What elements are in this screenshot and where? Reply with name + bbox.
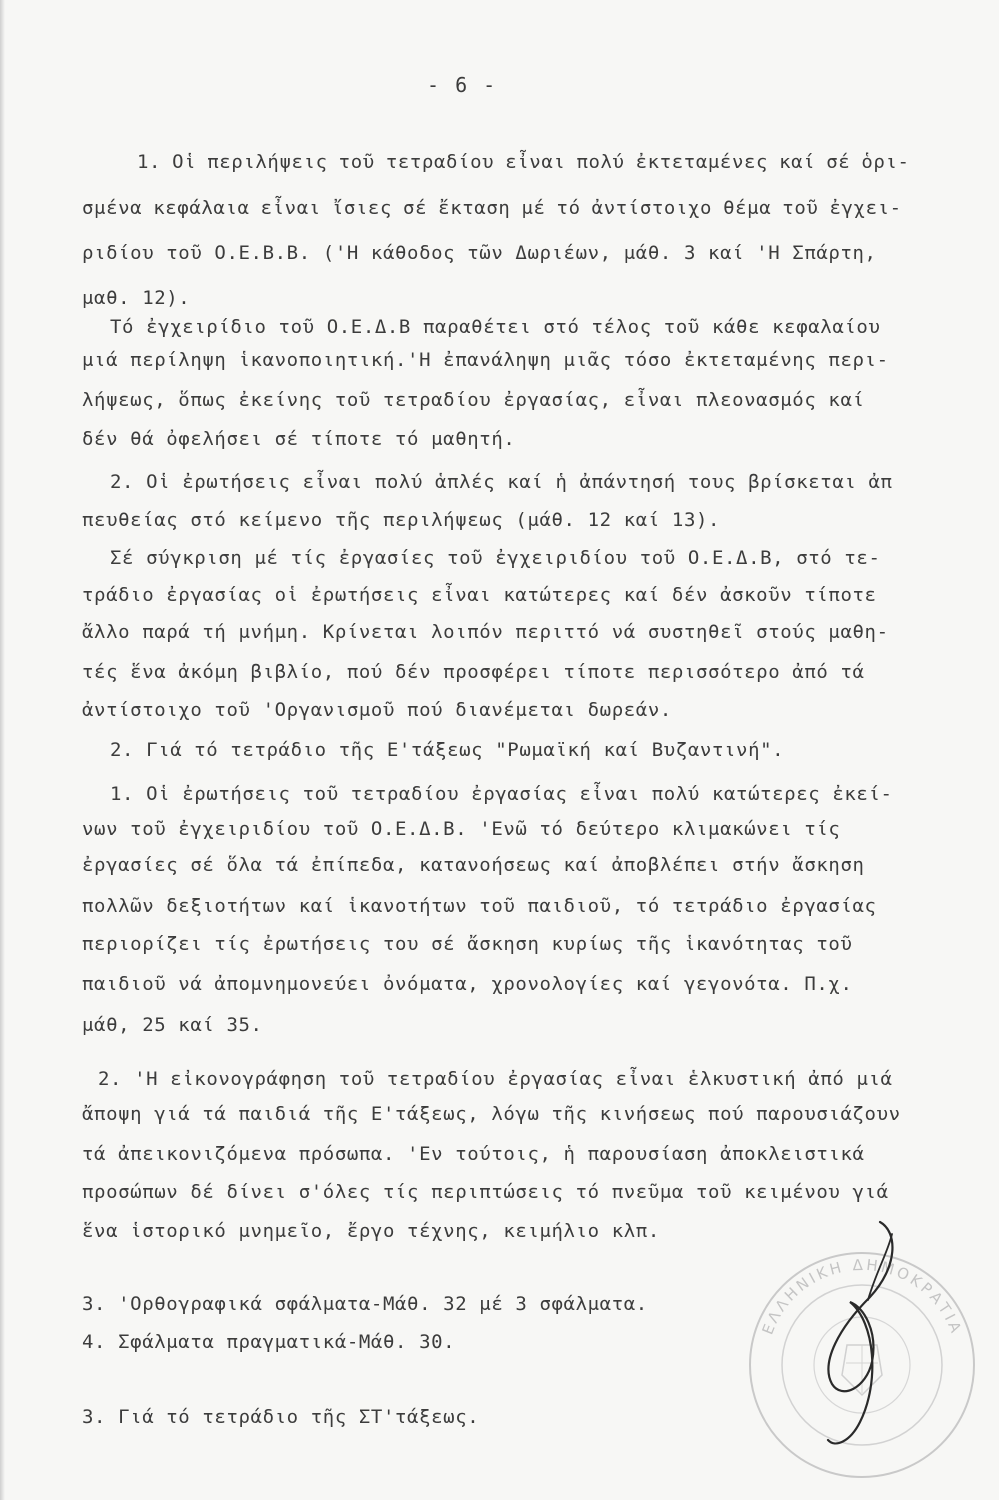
text-line: λήψεως, ὅπως ἐκείνης τοῦ τετραδίου ἐργασίας, εἶναι πλεονασμός καί (82, 389, 865, 411)
text-line: 1. Οἱ ἐρωτήσεις τοῦ τετραδίου ἐργασίας εἶναι πολύ κατώτερες ἐκεί- (110, 783, 893, 805)
text-line: πολλῶν δεξιοτήτων καί ἱκανοτήτων τοῦ παιδιοῦ, τό τετράδιο ἐργασίας (82, 895, 877, 917)
text-line: ἀντίστοιχο τοῦ 'Οργανισμοῦ πού διανέμεται δωρεάν. (82, 699, 672, 721)
text-line: Σέ σύγκριση μέ τίς ἐργασίες τοῦ ἐγχειριδίου τοῦ Ο.Ε.Δ.Β, στό τε- (110, 547, 881, 569)
text-line: νων τοῦ ἐγχειριδίου τοῦ Ο.Ε.Δ.Β. 'Ενῶ τό δεύτερο κλιμακώνει τίς (82, 818, 841, 840)
text-line: 2. 'Η εἰκονογράφηση τοῦ τετραδίου ἐργασίας εἶναι ἑλκυστική ἀπό μιά (98, 1068, 893, 1090)
scan-edge (0, 0, 5, 1500)
text-line: τά ἀπεικονιζόμενα πρόσωπα. 'Εν τούτοις, ἡ παρουσίαση ἀποκλειστικά (82, 1143, 865, 1165)
text-line: μαθ. 12). (82, 287, 191, 309)
text-line: Τό ἐγχειρίδιο τοῦ Ο.Ε.Δ.Β παραθέτει στό τέλος τοῦ κάθε κεφαλαίου (110, 316, 881, 338)
text-line: προσώπων δέ δίνει σ'όλες τίς περιπτώσεις τό πνεῦμα τοῦ κειμένου γιά (82, 1181, 889, 1203)
text-line: τές ἕνα ἀκόμη βιβλίο, πού δέν προσφέρει τίποτε περισσότερο ἀπό τά (82, 661, 865, 683)
text-line: δέν θά ὀφελήσει σέ τίποτε τό μαθητή. (82, 428, 516, 450)
seal-text: ΕΛΛΗΝΙΚΗ ΔΗΜΟΚΡΑΤΙΑ (758, 1255, 966, 1338)
text-line: ἕνα ἱστορικό μνημεῖο, ἔργο τέχνης, κειμήλιο κλπ. (82, 1220, 660, 1242)
text-line: 3. 'Ορθογραφικά σφάλματα-Μάθ. 32 μέ 3 σφάλματα. (82, 1293, 648, 1315)
text-line: ἄλλο παρά τή μνήμη. Κρίνεται λοιπόν περιττό νά συστηθεῖ στούς μαθη- (82, 621, 889, 643)
text-line: περιορίζει τίς ἐρωτήσεις του σέ ἄσκηση κυρίως τῆς ἱκανότητας τοῦ (82, 933, 853, 955)
text-line: ριδίου τοῦ Ο.Ε.Β.Β. ('Η κάθοδος τῶν Δωριέων, μάθ. 3 καί 'Η Σπάρτη, (82, 242, 877, 264)
text-line: μιά περίληψη ἱκανοποιητική.'Η ἐπανάληψη μιᾶς τόσο ἐκτεταμένης περι- (82, 349, 889, 371)
text-line: τράδιο ἐργασίας οἱ ἐρωτήσεις εἶναι κατώτερες καί δέν ἀσκοῦν τίποτε (82, 584, 877, 606)
text-line: 1. Οἱ περιλήψεις τοῦ τετραδίου εἶναι πολύ ἐκτεταμένες καί σέ ὁρι- (137, 151, 910, 173)
text-line: 2. Οἱ ἐρωτήσεις εἶναι πολύ ἁπλές καί ἡ ἀπάντησή τους βρίσκεται ἀπ (110, 471, 893, 493)
text-line: 2. Γιά τό τετράδιο τῆς Ε'τάξεως "Ρωμαϊκή καί Βυζαντινή". (110, 739, 785, 761)
text-line: σμένα κεφάλαια εἶναι ἴσιες σέ ἔκταση μέ τό ἀντίστοιχο θέμα τοῦ ἐγχει- (82, 197, 902, 219)
text-line: ἄποψη γιά τά παιδιά τῆς Ε'τάξεως, λόγω τῆς κινήσεως πού παρουσιάζουν (82, 1103, 901, 1125)
text-line: παιδιοῦ νά ἀπομνημονεύει ὀνόματα, χρονολογίες καί γεγονότα. Π.χ. (82, 973, 853, 995)
text-line: μάθ, 25 καί 35. (82, 1014, 263, 1036)
text-line: 3. Γιά τό τετράδιο τῆς ΣΤ'τάξεως. (82, 1406, 480, 1428)
text-line: πευθείας στό κείμενο τῆς περιλήψεως (μάθ. 12 καί 13). (82, 509, 721, 531)
signature (780, 1212, 920, 1452)
text-line: ἐργασίες σέ ὅλα τά ἐπίπεδα, κατανοήσεως καί ἀποβλέπει στήν ἄσκηση (82, 854, 865, 876)
page-number: - 6 - (427, 73, 498, 97)
text-line: 4. Σφάλματα πραγματικά-Μάθ. 30. (82, 1331, 456, 1353)
